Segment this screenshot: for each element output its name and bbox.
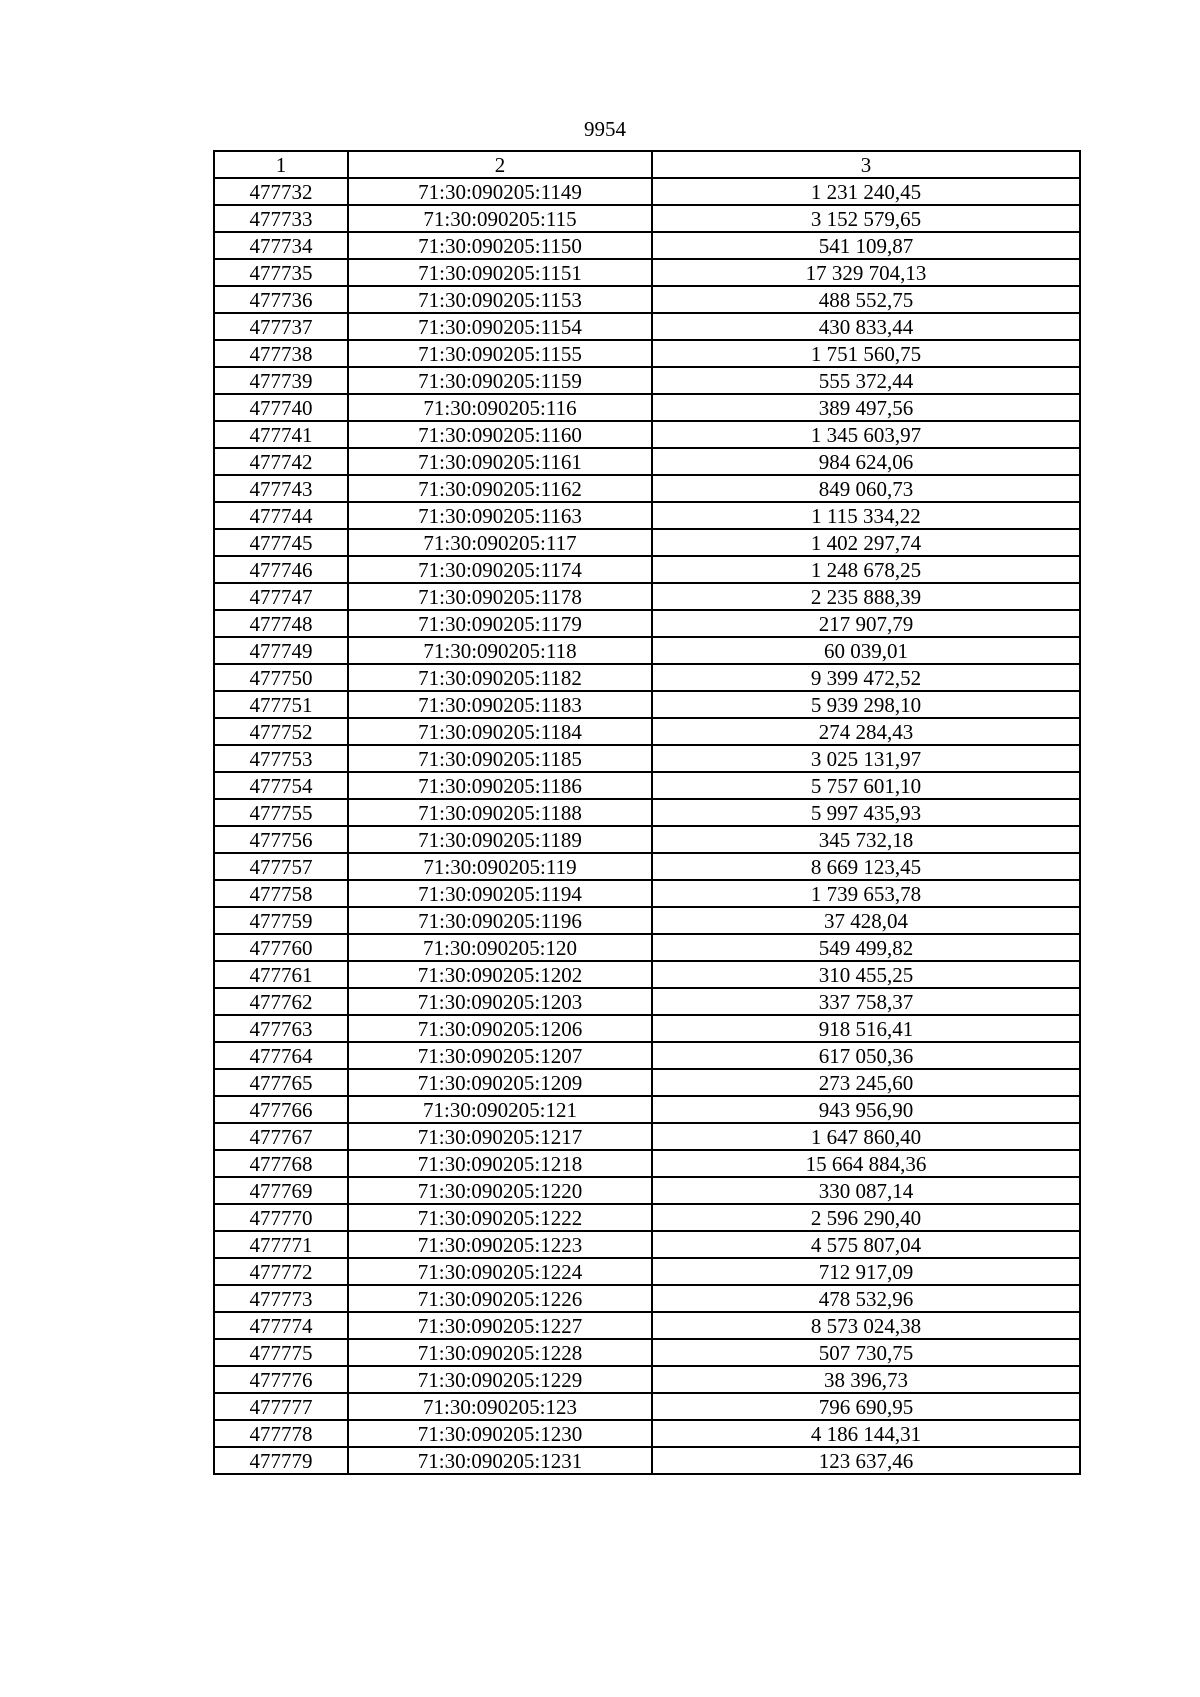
- row-number-cell: 477732: [214, 178, 348, 205]
- value-cell: 1 739 653,78: [652, 880, 1080, 907]
- cadastral-number-cell: 71:30:090205:1226: [348, 1285, 652, 1312]
- table-row: [214, 1015, 1080, 1042]
- cadastral-number-cell: 71:30:090205:1163: [348, 502, 652, 529]
- cadastral-number-cell: 71:30:090205:1206: [348, 1015, 652, 1042]
- row-number-cell: 477757: [214, 853, 348, 880]
- cadastral-number-cell: 71:30:090205:1227: [348, 1312, 652, 1339]
- row-number-cell: 477750: [214, 664, 348, 691]
- row-number-cell: 477752: [214, 718, 348, 745]
- row-number-cell: 477773: [214, 1285, 348, 1312]
- table-row: [214, 178, 1080, 205]
- cadastral-number-cell: 71:30:090205:1186: [348, 772, 652, 799]
- value-cell: 5 997 435,93: [652, 799, 1080, 826]
- value-cell: 796 690,95: [652, 1393, 1080, 1420]
- table-row: [214, 826, 1080, 853]
- row-number-cell: 477775: [214, 1339, 348, 1366]
- cadastral-number-cell: 71:30:090205:120: [348, 934, 652, 961]
- cadastral-number-cell: 71:30:090205:1184: [348, 718, 652, 745]
- cadastral-number-cell: 71:30:090205:1207: [348, 1042, 652, 1069]
- table-row: [214, 259, 1080, 286]
- table-row: [214, 475, 1080, 502]
- row-number-cell: 477774: [214, 1312, 348, 1339]
- row-number-cell: 477747: [214, 583, 348, 610]
- table-row: [214, 880, 1080, 907]
- row-number-cell: 477759: [214, 907, 348, 934]
- cadastral-number-cell: 71:30:090205:119: [348, 853, 652, 880]
- row-number-cell: 477736: [214, 286, 348, 313]
- table-row: [214, 313, 1080, 340]
- table-row: [214, 448, 1080, 475]
- value-cell: 4 186 144,31: [652, 1420, 1080, 1447]
- cadastral-number-cell: 71:30:090205:123: [348, 1393, 652, 1420]
- table-row: [214, 1096, 1080, 1123]
- cadastral-number-cell: 71:30:090205:1229: [348, 1366, 652, 1393]
- row-number-cell: 477743: [214, 475, 348, 502]
- row-number-cell: 477755: [214, 799, 348, 826]
- table-row: [214, 610, 1080, 637]
- row-number-cell: 477745: [214, 529, 348, 556]
- row-number-cell: 477749: [214, 637, 348, 664]
- cadastral-number-cell: 71:30:090205:1217: [348, 1123, 652, 1150]
- row-number-cell: 477741: [214, 421, 348, 448]
- row-number-cell: 477733: [214, 205, 348, 232]
- value-cell: 478 532,96: [652, 1285, 1080, 1312]
- cadastral-number-cell: 71:30:090205:1178: [348, 583, 652, 610]
- value-cell: 1 115 334,22: [652, 502, 1080, 529]
- cadastral-number-cell: 71:30:090205:121: [348, 1096, 652, 1123]
- row-number-cell: 477740: [214, 394, 348, 421]
- table-row: [214, 799, 1080, 826]
- cadastral-number-cell: 71:30:090205:1209: [348, 1069, 652, 1096]
- cadastral-number-cell: 71:30:090205:1220: [348, 1177, 652, 1204]
- cadastral-number-cell: 71:30:090205:1154: [348, 313, 652, 340]
- value-cell: 549 499,82: [652, 934, 1080, 961]
- row-number-cell: 477760: [214, 934, 348, 961]
- column-header-2: 2: [348, 151, 652, 178]
- cadastral-number-cell: 71:30:090205:1194: [348, 880, 652, 907]
- cadastral-number-cell: 71:30:090205:1183: [348, 691, 652, 718]
- value-cell: 4 575 807,04: [652, 1231, 1080, 1258]
- table-row: [214, 1393, 1080, 1420]
- value-cell: 389 497,56: [652, 394, 1080, 421]
- table-row: [214, 853, 1080, 880]
- row-number-cell: 477766: [214, 1096, 348, 1123]
- value-cell: 555 372,44: [652, 367, 1080, 394]
- value-cell: 617 050,36: [652, 1042, 1080, 1069]
- row-number-cell: 477758: [214, 880, 348, 907]
- row-number-cell: 477744: [214, 502, 348, 529]
- value-cell: 712 917,09: [652, 1258, 1080, 1285]
- cadastral-number-cell: 71:30:090205:1160: [348, 421, 652, 448]
- row-number-cell: 477767: [214, 1123, 348, 1150]
- value-cell: 849 060,73: [652, 475, 1080, 502]
- cadastral-number-cell: 71:30:090205:1161: [348, 448, 652, 475]
- value-cell: 330 087,14: [652, 1177, 1080, 1204]
- value-cell: 1 231 240,45: [652, 178, 1080, 205]
- row-number-cell: 477756: [214, 826, 348, 853]
- value-cell: 3 152 579,65: [652, 205, 1080, 232]
- table-row: [214, 691, 1080, 718]
- table-row: [214, 205, 1080, 232]
- table-row: [214, 718, 1080, 745]
- table-row: [214, 421, 1080, 448]
- table-row: [214, 1339, 1080, 1366]
- page-number: 9954: [584, 117, 626, 141]
- cadastral-number-cell: 71:30:090205:1203: [348, 988, 652, 1015]
- table-row: [214, 772, 1080, 799]
- table-row: [214, 1150, 1080, 1177]
- table-row: [214, 1366, 1080, 1393]
- cadastral-number-cell: 71:30:090205:1153: [348, 286, 652, 313]
- cadastral-number-cell: 71:30:090205:1196: [348, 907, 652, 934]
- cadastral-number-cell: 71:30:090205:1202: [348, 961, 652, 988]
- table-row: [214, 1285, 1080, 1312]
- table-row: [214, 1123, 1080, 1150]
- row-number-cell: 477754: [214, 772, 348, 799]
- value-cell: 2 235 888,39: [652, 583, 1080, 610]
- row-number-cell: 477746: [214, 556, 348, 583]
- row-number-cell: 477761: [214, 961, 348, 988]
- cadastral-number-cell: 71:30:090205:1224: [348, 1258, 652, 1285]
- cadastral-number-cell: 71:30:090205:1230: [348, 1420, 652, 1447]
- value-cell: 943 956,90: [652, 1096, 1080, 1123]
- table-row: [214, 529, 1080, 556]
- table-row: [214, 340, 1080, 367]
- cadastral-number-cell: 71:30:090205:1182: [348, 664, 652, 691]
- value-cell: 17 329 704,13: [652, 259, 1080, 286]
- row-number-cell: 477764: [214, 1042, 348, 1069]
- table-row: [214, 1312, 1080, 1339]
- value-cell: 430 833,44: [652, 313, 1080, 340]
- table-row: [214, 556, 1080, 583]
- table-row: [214, 1069, 1080, 1096]
- row-number-cell: 477763: [214, 1015, 348, 1042]
- table-row: [214, 1177, 1080, 1204]
- header-row: [214, 151, 1080, 178]
- value-cell: 507 730,75: [652, 1339, 1080, 1366]
- value-cell: 123 637,46: [652, 1447, 1080, 1474]
- value-cell: 60 039,01: [652, 637, 1080, 664]
- table-row: [214, 637, 1080, 664]
- cadastral-number-cell: 71:30:090205:1228: [348, 1339, 652, 1366]
- row-number-cell: 477748: [214, 610, 348, 637]
- table-body: [214, 178, 1080, 1474]
- table-row: [214, 367, 1080, 394]
- value-cell: 1 647 860,40: [652, 1123, 1080, 1150]
- table-row: [214, 961, 1080, 988]
- row-number-cell: 477739: [214, 367, 348, 394]
- row-number-cell: 477737: [214, 313, 348, 340]
- row-number-cell: 477762: [214, 988, 348, 1015]
- table-row: [214, 1042, 1080, 1069]
- row-number-cell: 477770: [214, 1204, 348, 1231]
- value-cell: 3 025 131,97: [652, 745, 1080, 772]
- row-number-cell: 477772: [214, 1258, 348, 1285]
- row-number-cell: 477769: [214, 1177, 348, 1204]
- row-number-cell: 477768: [214, 1150, 348, 1177]
- row-number-cell: 477771: [214, 1231, 348, 1258]
- table-row: [214, 502, 1080, 529]
- cadastral-number-cell: 71:30:090205:1155: [348, 340, 652, 367]
- value-cell: 1 751 560,75: [652, 340, 1080, 367]
- cadastral-number-cell: 71:30:090205:1179: [348, 610, 652, 637]
- row-number-cell: 477765: [214, 1069, 348, 1096]
- column-header-1: 1: [214, 151, 348, 178]
- value-cell: 8 573 024,38: [652, 1312, 1080, 1339]
- cadastral-number-cell: 71:30:090205:1159: [348, 367, 652, 394]
- cadastral-number-cell: 71:30:090205:115: [348, 205, 652, 232]
- table-row: [214, 1420, 1080, 1447]
- table-row: [214, 1447, 1080, 1474]
- table-row: [214, 286, 1080, 313]
- row-number-cell: 477779: [214, 1447, 348, 1474]
- table-row: [214, 745, 1080, 772]
- value-cell: 918 516,41: [652, 1015, 1080, 1042]
- cadastral-number-cell: 71:30:090205:1223: [348, 1231, 652, 1258]
- cadastral-number-cell: 71:30:090205:1174: [348, 556, 652, 583]
- cadastral-number-cell: 71:30:090205:1150: [348, 232, 652, 259]
- row-number-cell: 477777: [214, 1393, 348, 1420]
- value-cell: 2 596 290,40: [652, 1204, 1080, 1231]
- table-row: [214, 1204, 1080, 1231]
- value-cell: 310 455,25: [652, 961, 1080, 988]
- row-number-cell: 477751: [214, 691, 348, 718]
- row-number-cell: 477776: [214, 1366, 348, 1393]
- table-header: [214, 151, 1080, 178]
- value-cell: 9 399 472,52: [652, 664, 1080, 691]
- table-row: [214, 1258, 1080, 1285]
- row-number-cell: 477734: [214, 232, 348, 259]
- table-row: [214, 583, 1080, 610]
- value-cell: 1 345 603,97: [652, 421, 1080, 448]
- cadastral-number-cell: 71:30:090205:118: [348, 637, 652, 664]
- table-row: [214, 394, 1080, 421]
- row-number-cell: 477742: [214, 448, 348, 475]
- table-row: [214, 988, 1080, 1015]
- table-row: [214, 934, 1080, 961]
- table-row: [214, 664, 1080, 691]
- value-cell: 274 284,43: [652, 718, 1080, 745]
- cadastral-number-cell: 71:30:090205:1151: [348, 259, 652, 286]
- cadastral-number-cell: 71:30:090205:1162: [348, 475, 652, 502]
- table-row: [214, 907, 1080, 934]
- row-number-cell: 477735: [214, 259, 348, 286]
- row-number-cell: 477778: [214, 1420, 348, 1447]
- value-cell: 38 396,73: [652, 1366, 1080, 1393]
- value-cell: 217 907,79: [652, 610, 1080, 637]
- row-number-cell: 477753: [214, 745, 348, 772]
- table-row: [214, 232, 1080, 259]
- value-cell: 15 664 884,36: [652, 1150, 1080, 1177]
- value-cell: 488 552,75: [652, 286, 1080, 313]
- cadastral-number-cell: 71:30:090205:1222: [348, 1204, 652, 1231]
- value-cell: 273 245,60: [652, 1069, 1080, 1096]
- value-cell: 8 669 123,45: [652, 853, 1080, 880]
- cadastral-number-cell: 71:30:090205:1149: [348, 178, 652, 205]
- value-cell: 5 939 298,10: [652, 691, 1080, 718]
- cadastral-number-cell: 71:30:090205:116: [348, 394, 652, 421]
- cadastral-number-cell: 71:30:090205:1185: [348, 745, 652, 772]
- value-cell: 1 248 678,25: [652, 556, 1080, 583]
- value-cell: 541 109,87: [652, 232, 1080, 259]
- value-cell: 984 624,06: [652, 448, 1080, 475]
- data-table: [213, 150, 1081, 1475]
- value-cell: 37 428,04: [652, 907, 1080, 934]
- column-header-3: 3: [652, 151, 1080, 178]
- cadastral-number-cell: 71:30:090205:1218: [348, 1150, 652, 1177]
- cadastral-number-cell: 71:30:090205:1188: [348, 799, 652, 826]
- cadastral-number-cell: 71:30:090205:1231: [348, 1447, 652, 1474]
- value-cell: 1 402 297,74: [652, 529, 1080, 556]
- row-number-cell: 477738: [214, 340, 348, 367]
- value-cell: 337 758,37: [652, 988, 1080, 1015]
- value-cell: 5 757 601,10: [652, 772, 1080, 799]
- table-row: [214, 1231, 1080, 1258]
- value-cell: 345 732,18: [652, 826, 1080, 853]
- cadastral-number-cell: 71:30:090205:1189: [348, 826, 652, 853]
- cadastral-number-cell: 71:30:090205:117: [348, 529, 652, 556]
